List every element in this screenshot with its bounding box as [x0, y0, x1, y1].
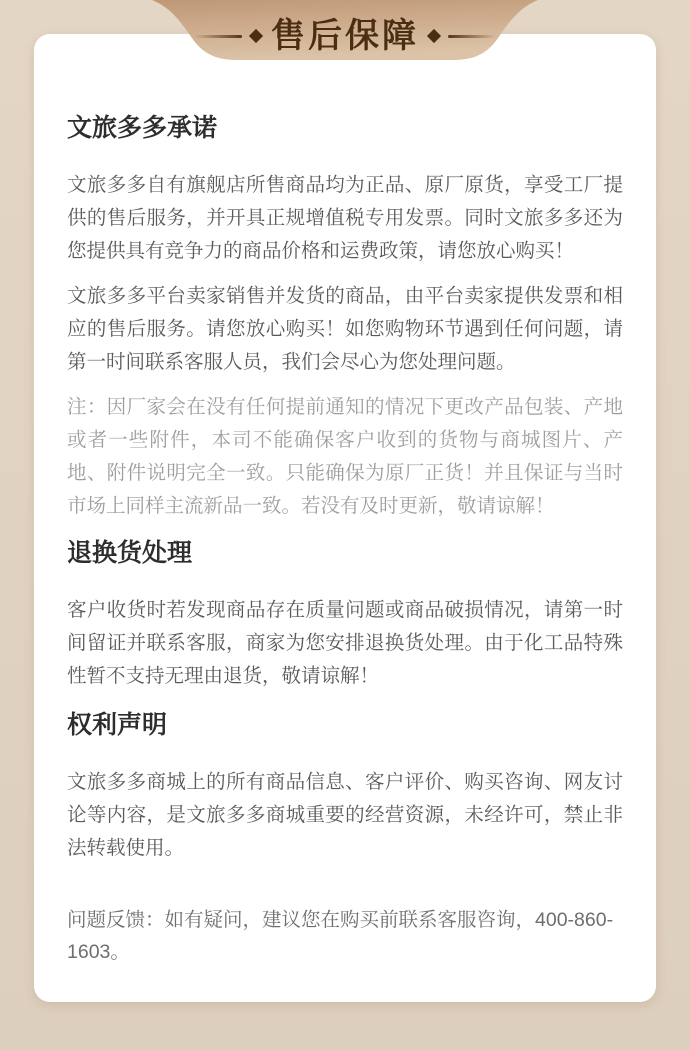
diamond-icon-right: [427, 29, 441, 43]
feedback-hotline-text: 问题反馈：如有疑问，建议您在购买前联系客服咨询，400-860-1603。: [67, 909, 614, 963]
banner-title: 售后保障: [271, 17, 419, 55]
section-heading-promise: 文旅多多承诺: [67, 114, 218, 142]
promise-paragraph-1: 文旅多多自有旗舰店所售商品均为正品、原厂原货，享受工厂提供的售后服务，并开具正规增值税专用发票。同时文旅多多还为您提供具有竞争力的商品价格和运费政策，请您放心购买！: [67, 174, 623, 262]
diamond-icon-left: [249, 29, 263, 43]
promise-paragraph-2: 文旅多多平台卖家销售并发货的商品，由平台卖家提供发票和相应的售后服务。请您放心购买！如您购物环节遇到任何问题，请第一时间联系客服人员，我们会尽心为您处理问题。: [67, 285, 623, 373]
section-heading-rights: 权利声明: [67, 711, 168, 739]
dash-line-right: [448, 35, 496, 38]
after-sales-card: [34, 34, 656, 1002]
rights-paragraph: 文旅多多商城上的所有商品信息、客户评价、购买咨询、网友讨论等内容，是文旅多多商城重要的经营资源，未经许可，禁止非法转载使用。: [67, 771, 623, 859]
banner-content: [0, 0, 690, 60]
dash-line-left: [194, 35, 242, 38]
after-sales-banner: [0, 0, 690, 70]
returns-paragraph: 客户收货时若发现商品存在质量问题或商品破损情况，请第一时间留证并联系客服，商家为您安排退换货处理。由于化工品特殊性暂不支持无理由退货，敬请谅解！: [67, 599, 623, 687]
promise-note: 注：因厂家会在没有任何提前通知的情况下更改产品包装、产地或者一些附件，本司不能确保客户收到的货物与商城图片、产地、附件说明完全一致。只能确保为原厂正货！并且保证与当时市场上同样主流新品一致。若没有及时更新，敬请谅解！: [67, 396, 623, 517]
section-heading-returns: 退换货处理: [67, 539, 193, 567]
